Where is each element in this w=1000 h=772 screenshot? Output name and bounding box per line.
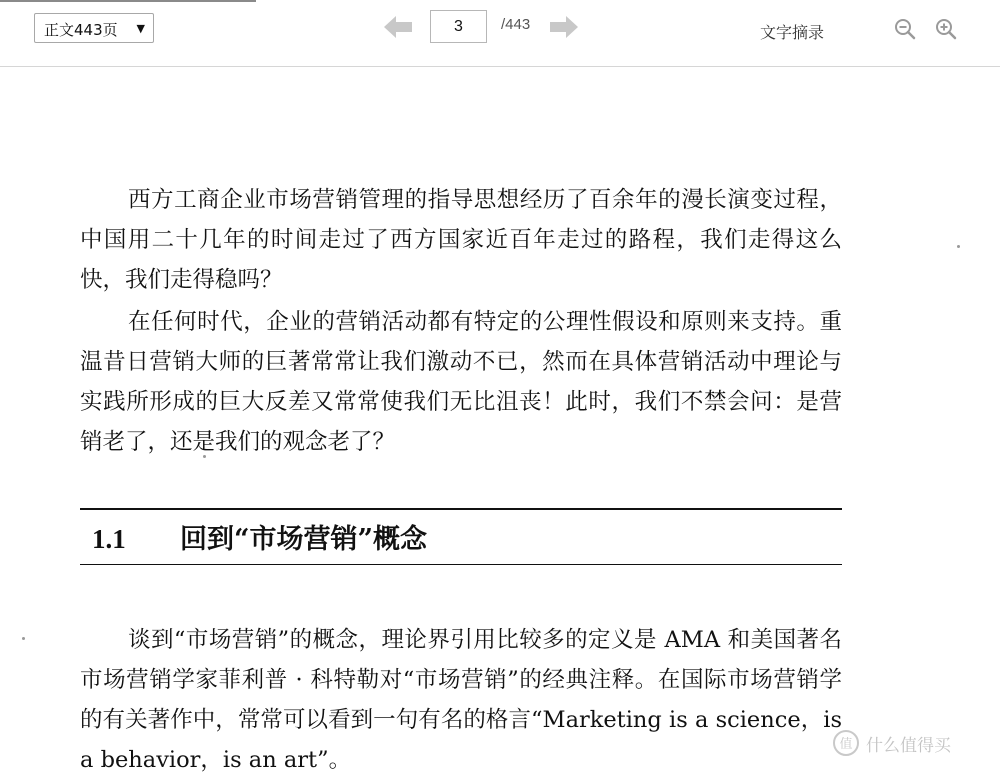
section-rule-bottom: [80, 564, 842, 565]
section-heading: [92, 517, 427, 556]
scan-speck: [203, 455, 206, 458]
previous-page-button[interactable]: [382, 14, 414, 40]
section-number: 1.1: [92, 524, 126, 554]
body-paragraph: 谈到“市场营销”的概念，理论界引用比较多的定义是 AMA 和美国著名市场营销学家菲利普 · 科特勒对“市场营销”的经典注释。在国际市场营销学的有关著作中，常常可以看到一句有名的格言“Marketing is a science，is a behavior，is an art”。: [80, 627, 842, 772]
chevron-down-icon: ▼: [136, 22, 145, 35]
zoom-in-icon: [934, 17, 958, 41]
toolbar-top-line: [0, 0, 256, 2]
page-number-input[interactable]: [430, 10, 487, 43]
reader-toolbar: [0, 0, 1000, 67]
arrow-left-icon: [382, 14, 414, 40]
chapter-select[interactable]: [34, 13, 154, 43]
chapter-select-value: 正文443页: [44, 21, 118, 39]
next-page-button[interactable]: [548, 14, 580, 40]
zoom-out-icon: [893, 17, 917, 41]
site-watermark: [832, 729, 951, 757]
zoom-in-button[interactable]: [934, 17, 958, 41]
scan-speck: [22, 637, 25, 640]
document-page: [0, 67, 1000, 772]
section-rule-top: [80, 508, 842, 510]
watermark-text: 什么值得买: [866, 735, 951, 756]
text-extract-button[interactable]: 文字摘录: [760, 23, 825, 42]
body-paragraph: 在任何时代，企业的营销活动都有特定的公理性假设和原则来支持。重温昔日营销大师的巨著常常让我们激动不已，然而在具体营销活动中理论与实践所形成的巨大反差又常常使我们无比沮丧！此时，我们不禁会问：是营销老了，还是我们的观念老了？: [80, 309, 842, 455]
scan-speck: [957, 245, 960, 248]
body-paragraph: 西方工商企业市场营销管理的指导思想经历了百余年的漫长演变过程，中国用二十几年的时间走过了西方国家近百年走过的路程，我们走得这么快，我们走得稳吗？: [80, 187, 842, 293]
arrow-right-icon: [548, 14, 580, 40]
zhi-logo-icon: [832, 729, 860, 757]
zoom-out-button[interactable]: [893, 17, 917, 41]
total-pages: /443: [501, 16, 531, 33]
svg-text:值: 值: [839, 737, 853, 752]
section-title: 回到“市场营销”概念: [180, 524, 428, 555]
